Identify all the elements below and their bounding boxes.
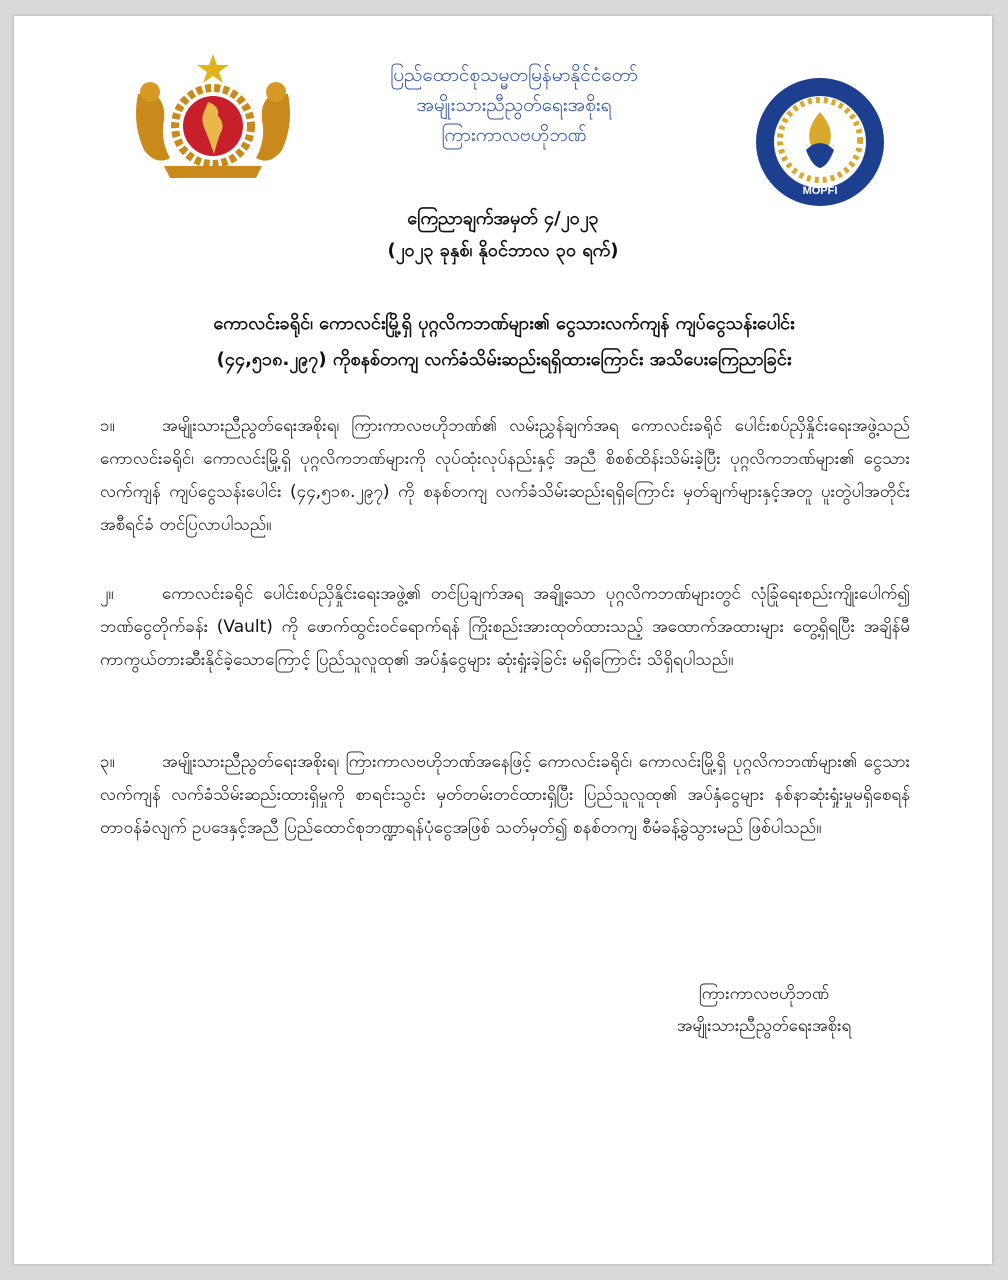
signature-block <box>614 978 914 1042</box>
header-org-line1: ပြည်ထောင်စုသမ္မတမြန်မာနိုင်ငံတော် <box>390 64 638 86</box>
signature-line1: ကြားကာလဗဟိုဘဏ် <box>698 984 830 1004</box>
paragraph-number: ၃။ <box>100 752 115 772</box>
document-title <box>84 306 924 378</box>
header-org-line3: ကြားကာလဗဟိုဘဏ် <box>441 124 587 146</box>
notice-date: (၂၀၂၃ ခုနှစ်၊ နိုဝင်ဘာလ ၃၀ ရက်) <box>387 240 619 261</box>
mopfi-logo-icon <box>754 76 886 208</box>
paragraph-1 <box>100 410 910 542</box>
document-page <box>14 16 992 1264</box>
paragraph-text: အမျိုးသားညီညွတ်ရေးအစိုးရ၊ ကြားကာလဗဟိုဘဏ်အနေဖြင့် ကောလင်းခရိုင်၊ ကောလင်းမြို့ရှိ ပုဂ္ဂလိကဘဏ်များ၏ ငွေသားလက်ကျန် လက်ခံသိမ်းဆည်းထားရှိမှုကို စာရင်းသွင်း မှတ်တမ်းတင်ထားရှိပြီး ပြည်သူလူထု၏ အပ်နှံငွေများ နစ်နာဆုံးရှုံးမှုမရှိစေရန် တာဝန်ခံလျက် ဥပဒေနှင့်အညီ ပြည်ထောင်စုဘဏ္ဍာရန်ပုံငွေအဖြစ် သတ်မှတ်၍ စနစ်တကျ စီမံခန့်ခွဲသွားမည် ဖြစ်ပါသည်။ <box>100 752 910 838</box>
svg-text:MOPFI: MOPFI <box>802 185 838 197</box>
state-emblem-icon <box>130 54 296 182</box>
paragraph-number: ၂။ <box>100 584 114 604</box>
signature-line2: အမျိုးသားညီညွတ်ရေးအစိုးရ <box>676 1016 852 1036</box>
paragraph-text: ကောလင်းခရိုင် ပေါင်းစပ်ညှိနှိုင်းရေးအဖွဲ့၏ တင်ပြချက်အရ အချို့သော ပုဂ္ဂလိကဘဏ်များတွင် လုံခြုံရေးစည်းကျိုးပေါက်၍ ဘဏ်ငွေတိုက်ခန်း (Vault) ကို ဖောက်ထွင်းဝင်ရောက်ရန် ကြိုးစည်းအားထုတ်ထားသည့် အထောက်အထားများ တွေ့ရှိရပြီး အချိန်မီကာကွယ်တားဆီးနိုင်ခဲ့သောကြောင့် ပြည်သူလူထု၏ အပ်နှံငွေများ ဆုံးရှုံးခဲ့ခြင်း မရှိကြောင်း သိရှိရပါသည်။ <box>100 584 910 670</box>
title-line2: (၄၄,၅၁၈.၂၉၇) ကိုစနစ်တကျ လက်ခံသိမ်းဆည်းရရှိထားကြောင်း အသိပေးကြေညာခြင်း <box>216 349 792 370</box>
paragraph-3 <box>100 746 910 845</box>
title-line1: ကောလင်းခရိုင်၊ ကောလင်းမြို့ရှိ ပုဂ္ဂလိကဘဏ်များ၏ ငွေသားလက်ကျန် ကျပ်ငွေသန်းပေါင်း <box>213 313 795 334</box>
header-organization <box>304 60 724 150</box>
notice-number: ကြေညာချက်အမှတ် ၄/၂၀၂၃ <box>407 208 599 229</box>
paragraph-2 <box>100 578 910 677</box>
paragraph-text: အမျိုးသားညီညွတ်ရေးအစိုးရ၊ ကြားကာလဗဟိုဘဏ်၏ လမ်းညွှန်ချက်အရ ကောလင်းခရိုင် ပေါင်းစပ်ညှိနှိုင်းရေးအဖွဲ့သည် ကောလင်းခရိုင်၊ ကောလင်းမြို့ရှိ ပုဂ္ဂလိကဘဏ်များကို လုပ်ထုံးလုပ်နည်းနှင့် အညီ စိစစ်ထိန်းသိမ်းခဲ့ပြီး ပုဂ္ဂလိကဘဏ်များ၏ ငွေသားလက်ကျန် ကျပ်ငွေသန်းပေါင်း (၄၄,၅၁၈.၂၉၇) ကို စနစ်တကျ လက်ခံသိမ်းဆည်းရရှိကြောင်း မှတ်ချက်များနှင့်အတူ ပူးတွဲပါအတိုင်း အစီရင်ခံ တင်ပြလာပါသည်။ <box>100 416 910 535</box>
paragraph-number: ၁။ <box>100 416 115 436</box>
header-org-line2: အမျိုးသားညီညွတ်ရေးအစိုးရ <box>416 94 612 116</box>
